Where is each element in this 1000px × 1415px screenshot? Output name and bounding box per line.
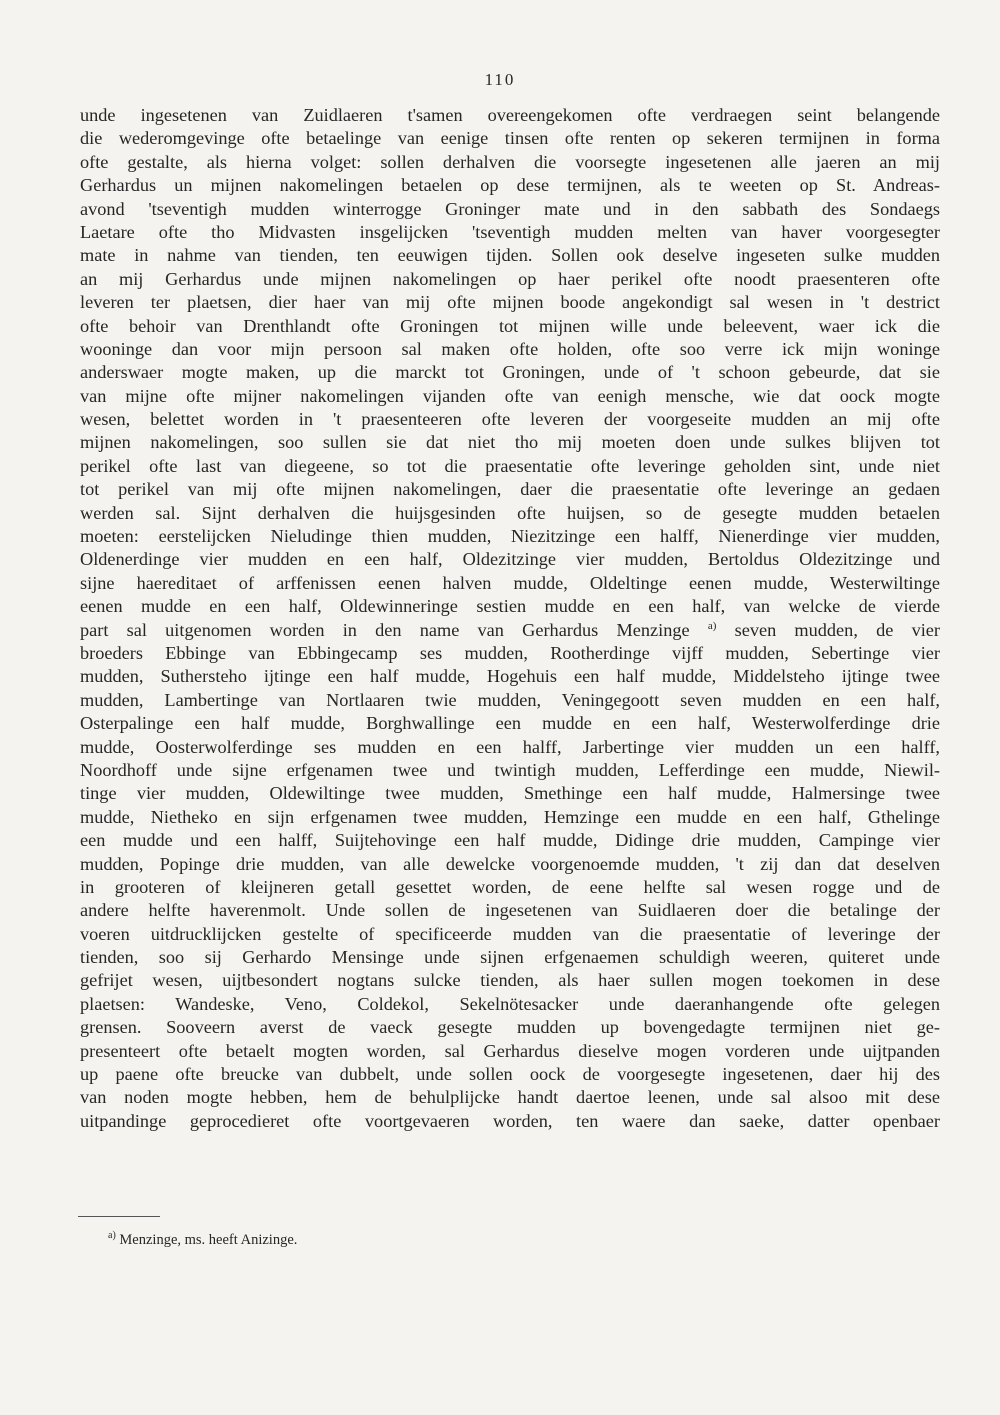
body-text [80, 104, 940, 1133]
text-line: avond 'tseventigh mudden winterrogge Groninger mate und in den sabbath des Sondaegs [80, 198, 940, 219]
text-line: Laetare ofte tho Midvasten insgelijcken 'tseventigh mudden melten van haver voorgesegter [80, 221, 940, 242]
text-line: mudde, Nietheko en sijn erfgenamen twee mudden, Hemzinge een mudde en een half, Gthelinge [80, 806, 940, 827]
footnote-text: Menzinge, ms. heeft Anizinge. [115, 1232, 298, 1248]
text-line: ofte behoir van Drenthlandt ofte Groningen tot mijnen wille unde beleevent, waer ick die [80, 315, 940, 336]
text-line: leveren ter plaetsen, dier haer van mij ofte mijnen boode angekondigt sal wesen in 't destrict [80, 292, 940, 313]
text-line: moeten: eerstelijcken Nieludinge thien mudden, Niezitzinge een halff, Nienerdinge vier mudden, [80, 526, 940, 547]
text-line: presenteert ofte betaelt mogten worden, sal Gerhardus dieselve mogen vorderen unde uijtpanden [80, 1040, 940, 1061]
page-number: 110 [484, 70, 516, 89]
text-line: eenen mudde en een half, Oldewinneringe sestien mudde en een half, van welcke de vierde [80, 596, 940, 617]
text-line: anderswaer mogte maken, up die marckt tot Groningen, unde of 't schoon gebeurde, dat sie [80, 362, 940, 383]
footnote-reference: a) [707, 619, 717, 632]
text-segment: part sal uitgenomen worden in den name van Gerhardus Menzinge [80, 619, 690, 640]
text-line: mudden, Lambertinge van Nortlaaren twie mudden, Veningegoott seven mudden en een half, [80, 689, 940, 710]
text-line: an mij Gerhardus unde mijnen nakomelingen op haer perikel ofte noodt praesenteren ofte [80, 268, 940, 289]
text-line: mudde, Oosterwolferdinge ses mudden en een halff, Jarbertinge vier mudden un een halff, [80, 736, 940, 757]
text-line: mudden, Popinge drie mudden, van alle dewelcke voorgenoemde mudden, 't zij dan dat deselven [80, 853, 940, 874]
footnote-marker: a) [108, 1230, 116, 1242]
text-line: wesen, belettet worden in 't praesenteeren ofte leveren der voorgeseite mudden an mij ofte [80, 409, 940, 430]
text-line: grensen. Sooveern averst de vaeck gesegte mudden up bovengedagte termijnen niet ge- [80, 1017, 940, 1038]
text-line: plaetsen: Wandeske, Veno, Coldekol, Sekelnötesacker unde daeranhangende ofte gelegen [80, 993, 940, 1014]
text-line: mijnen nakomelingen, soo sullen sie dat niet tho mij moeten doen unde sulkes blijven tot [80, 432, 940, 453]
text-line: voeren uitdrucklijcken gestelte of specificeerde mudden van die praesentatie of leveringe der [80, 923, 940, 944]
text-line: Noordhoff unde sijne erfgenamen twee und twintigh mudden, Lefferdinge een mudde, Niewil- [80, 759, 940, 780]
text-line: Osterpalinge een half mudde, Borghwallinge een mudde en een half, Westerwolferdinge drie [80, 713, 940, 734]
text-line: broeders Ebbinge van Ebbingecamp ses mudden, Rootherdinge vijff mudden, Sebertinge vier [80, 642, 940, 663]
text-line: unde ingesetenen van Zuidlaeren t'samen overeengekomen ofte verdraegen seint belangende [80, 105, 940, 125]
text-line: up paene ofte breucke van dubbelt, unde sollen oock de voorgesegte ingesetenen, daer hij des [80, 1064, 940, 1085]
text-line: werden sal. Sijnt derhalven die huijsgesinden ofte huijsen, so de gesegte mudden betaelen [80, 502, 940, 523]
text-line: tot perikel van mij ofte mijnen nakomelingen, daer die praesentatie ofte leveringe an gedaen [80, 479, 940, 500]
text-line: ofte gestalte, als hierna volget: sollen derhalven die voorsegte ingesetenen alle jaeren an mij [80, 151, 940, 172]
text-line: perikel ofte last van diegeene, so tot die praesentatie ofte leveringe geholden sint, unde niet [80, 455, 940, 476]
text-line: wooninge dan voor mijn persoon sal maken ofte holden, ofte soo verre ick mijn woninge [80, 338, 940, 359]
text-line: een mudde und een halff, Suijtehovinge een half mudde, Didinge drie mudden, Campinge vier [80, 830, 940, 851]
text-segment: seven mudden, de vier [716, 619, 940, 640]
text-line: uitpandinge geprocedieret ofte voortgevaeren worden, ten waere dan saeke, datter openbaer [80, 1110, 940, 1131]
text-line: in grooteren of kleijneren getall gesettet worden, de eene helfte sal wesen rogge und de [80, 876, 940, 897]
text-line: van mijne ofte mijner nakomelingen vijanden ofte van eenigh mensche, wie dat oock mogte [80, 385, 940, 406]
footnote-separator [78, 1216, 160, 1217]
text-line-with-footnote-ref [80, 619, 940, 642]
text-line: mate in nahme van tienden, ten eeuwigen tijden. Sollen ook deselve ingeseten sulke mudden [80, 245, 940, 266]
text-line: andere helfte haverenmolt. Unde sollen de ingesetenen van Suidlaeren doer die betalinge der [80, 900, 940, 921]
text-line: gefrijet wesen, uijtbesondert nogtans sulcke tienden, als haer sullen mogen toekomen in dese [80, 970, 940, 991]
footnote [108, 1232, 297, 1249]
text-line: tinge vier mudden, Oldewiltinge twee mudden, Smethinge een half mudde, Halmersinge twee [80, 783, 940, 804]
text-line: Gerhardus un mijnen nakomelingen betaelen op dese termijnen, als te weeten op St. Andreas- [80, 175, 940, 196]
text-line: mudden, Suthersteho ijtinge een half mudde, Hogehuis een half mudde, Middelsteho ijtinge twee [80, 666, 940, 687]
text-line: die wederomgevinge ofte betaelinge van eenige tinsen ofte renten op sekeren termijnen in forma [80, 128, 940, 149]
text-line: Oldenerdinge vier mudden en een half, Oldezitzinge vier mudden, Bertoldus Oldezitzinge und [80, 549, 940, 570]
text-line: sijne haereditaet of arffenissen eenen halven mudde, Oldeltinge eenen mudde, Westerwiltinge [80, 572, 940, 593]
text-line: tienden, soo sij Gerhardo Mensinge unde sijnen erfgenaemen schuldigh weeren, quiteret unde [80, 947, 940, 968]
text-line: van noden mogte hebben, hem de behulplijcke handt daertoe leenen, unde sal alsoo mit dese [80, 1087, 940, 1108]
